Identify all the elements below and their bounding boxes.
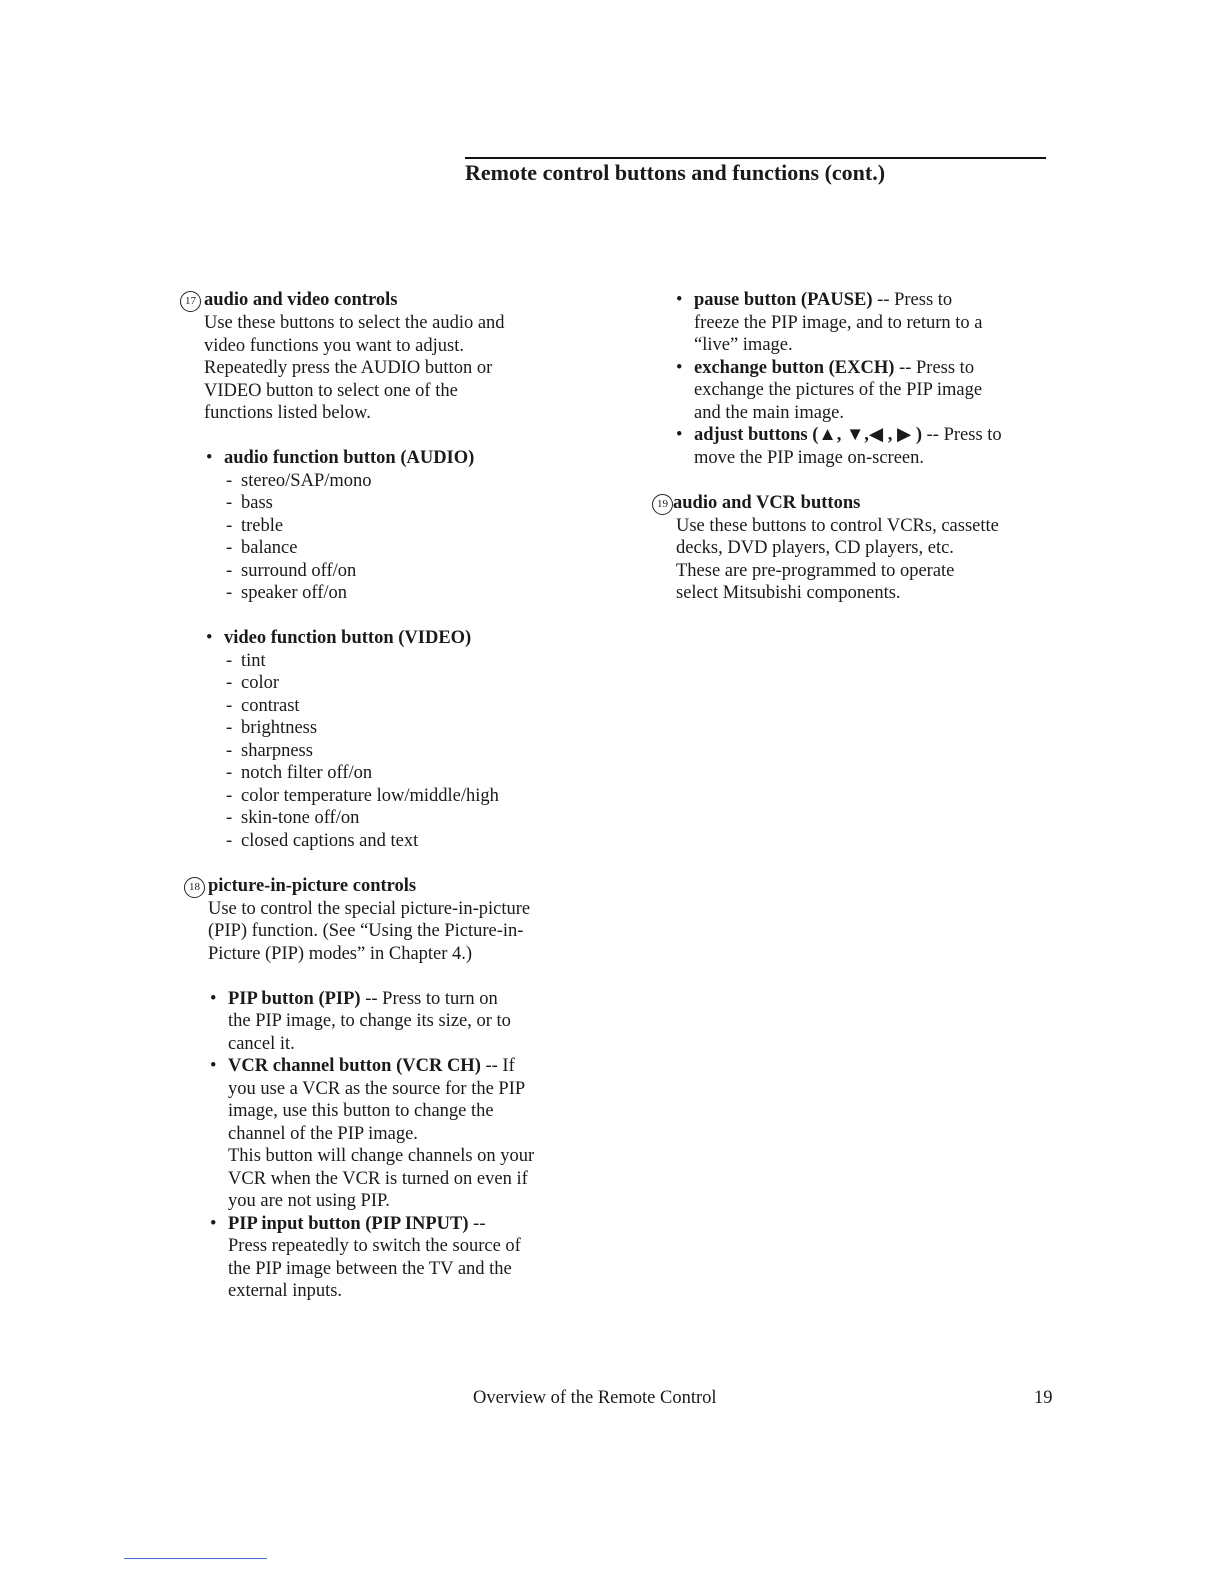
bullet-text: -- If bbox=[485, 1056, 515, 1076]
bullet-text: the PIP image between the TV and the bbox=[228, 1258, 512, 1279]
bullet-text: -- Press to bbox=[926, 425, 1002, 445]
bullet-text: “live” image. bbox=[694, 335, 793, 355]
body-line: These are pre-programmed to operate bbox=[676, 560, 955, 581]
bullet-label: PIP input button (PIP INPUT) bbox=[228, 1213, 469, 1234]
section-heading bbox=[180, 289, 600, 312]
bullet-text: cancel it. bbox=[228, 1033, 295, 1054]
body-line: Use these buttons to select the audio and bbox=[204, 313, 505, 333]
bullet-label: • video function button (VIDEO) bbox=[224, 628, 472, 648]
body-line: video functions you want to adjust. bbox=[204, 335, 464, 356]
page-title: Remote control buttons and functions (cont.) bbox=[465, 160, 886, 185]
list-item: - bass bbox=[224, 492, 600, 515]
audio-function-list bbox=[224, 470, 600, 605]
bullet-text: you are not using PIP. bbox=[228, 1191, 390, 1211]
list-item: - surround off/on bbox=[224, 560, 600, 583]
list-item: - treble bbox=[224, 515, 600, 538]
bullet-text: -- Press to turn on bbox=[365, 988, 498, 1009]
body-line: Use these buttons to control VCRs, cassette bbox=[676, 515, 999, 536]
body-line: decks, DVD players, CD players, etc. bbox=[676, 538, 954, 558]
body-line: Use to control the special picture-in-picture bbox=[208, 898, 531, 919]
vcr-channel-button-item bbox=[208, 1055, 600, 1213]
pip-more-bullets bbox=[674, 289, 1072, 469]
bullet-label: VCR channel button (VCR CH) bbox=[228, 1056, 481, 1076]
list-item: - sharpness bbox=[224, 740, 600, 763]
bullet-label: pause button (PAUSE) bbox=[694, 290, 873, 310]
section-body bbox=[676, 515, 1072, 605]
bullet-label: PIP button (PIP) bbox=[228, 988, 361, 1009]
list-item: - brightness bbox=[224, 717, 600, 740]
bullet-text: Press repeatedly to switch the source of bbox=[228, 1236, 521, 1256]
footer-section-title: Overview of the Remote Control bbox=[473, 1388, 717, 1408]
pip-bullets bbox=[208, 988, 600, 1303]
section-body bbox=[208, 898, 600, 1303]
bullet-text: channel of the PIP image. bbox=[228, 1123, 418, 1144]
function-bullets bbox=[204, 447, 600, 852]
list-item: - tint bbox=[224, 650, 600, 673]
circled-number-17: 17 bbox=[180, 291, 201, 312]
bullet-label: • audio function button (AUDIO) bbox=[224, 448, 475, 468]
pip-button-item bbox=[208, 988, 600, 1056]
bullet-text: external inputs. bbox=[228, 1281, 343, 1301]
body-line: Repeatedly press the AUDIO button or bbox=[204, 358, 493, 378]
section-heading bbox=[652, 492, 1072, 515]
list-item: - notch filter off/on bbox=[224, 762, 600, 785]
body-line: (PIP) function. (See “Using the Picture-in- bbox=[208, 921, 524, 941]
bullet-text: This button will change channels on your bbox=[228, 1146, 535, 1166]
body-line: Picture (PIP) modes” in Chapter 4.) bbox=[208, 943, 473, 964]
body-line: VIDEO button to select one of the bbox=[204, 380, 458, 401]
section-title: audio and VCR buttons bbox=[673, 492, 861, 513]
section-body bbox=[204, 312, 600, 852]
bullet-text: -- Press to bbox=[899, 357, 975, 378]
left-column bbox=[180, 289, 600, 1303]
section-pip-controls bbox=[184, 875, 600, 1303]
bullet-label: exchange button (EXCH) bbox=[694, 357, 895, 378]
section-audio-vcr-buttons bbox=[652, 492, 1072, 605]
header-rule bbox=[465, 157, 1046, 159]
bullet-text: you use a VCR as the source for the PIP bbox=[228, 1078, 526, 1099]
video-function-list bbox=[224, 650, 600, 853]
right-column bbox=[652, 289, 1072, 605]
video-function-item bbox=[204, 627, 600, 852]
list-item: - closed captions and text bbox=[224, 830, 600, 853]
circled-number-18: 18 bbox=[184, 877, 205, 898]
body-line: select Mitsubishi components. bbox=[676, 583, 901, 603]
list-item: - color bbox=[224, 672, 600, 695]
section-audio-video-controls bbox=[180, 289, 600, 852]
page-number: 19 bbox=[1034, 1388, 1053, 1408]
bullet-text: the PIP image, to change its size, or to bbox=[228, 1011, 511, 1031]
list-item: - contrast bbox=[224, 695, 600, 718]
bullet-text: move the PIP image on-screen. bbox=[694, 447, 924, 468]
bottom-rule bbox=[124, 1558, 267, 1559]
audio-function-item bbox=[204, 447, 600, 627]
bullet-text: freeze the PIP image, and to return to a bbox=[694, 312, 983, 333]
exchange-button-item bbox=[674, 357, 1072, 425]
section-heading bbox=[184, 875, 600, 898]
bullet-text: -- Press to bbox=[877, 290, 953, 310]
section-title: picture-in-picture controls bbox=[208, 875, 417, 896]
bullet-label: adjust buttons (▲, ▼,◀ , ▶ ) bbox=[694, 425, 923, 445]
bullet-text: -- bbox=[473, 1213, 486, 1234]
circled-number-19: 19 bbox=[652, 494, 673, 515]
list-item: - balance bbox=[224, 537, 600, 560]
list-item: - stereo/SAP/mono bbox=[224, 470, 600, 493]
adjust-buttons-item bbox=[674, 424, 1072, 469]
section-title: audio and video controls bbox=[204, 290, 398, 310]
list-item: - color temperature low/middle/high bbox=[224, 785, 600, 808]
bullet-text: exchange the pictures of the PIP image bbox=[694, 380, 983, 400]
list-item: - skin-tone off/on bbox=[224, 807, 600, 830]
bullet-text: image, use this button to change the bbox=[228, 1101, 494, 1121]
pause-button-item bbox=[674, 289, 1072, 357]
bullet-text: and the main image. bbox=[694, 402, 845, 423]
body-line: functions listed below. bbox=[204, 403, 371, 423]
pip-input-button-item bbox=[208, 1213, 600, 1303]
list-item: - speaker off/on bbox=[224, 582, 600, 605]
bullet-text: VCR when the VCR is turned on even if bbox=[228, 1168, 528, 1189]
